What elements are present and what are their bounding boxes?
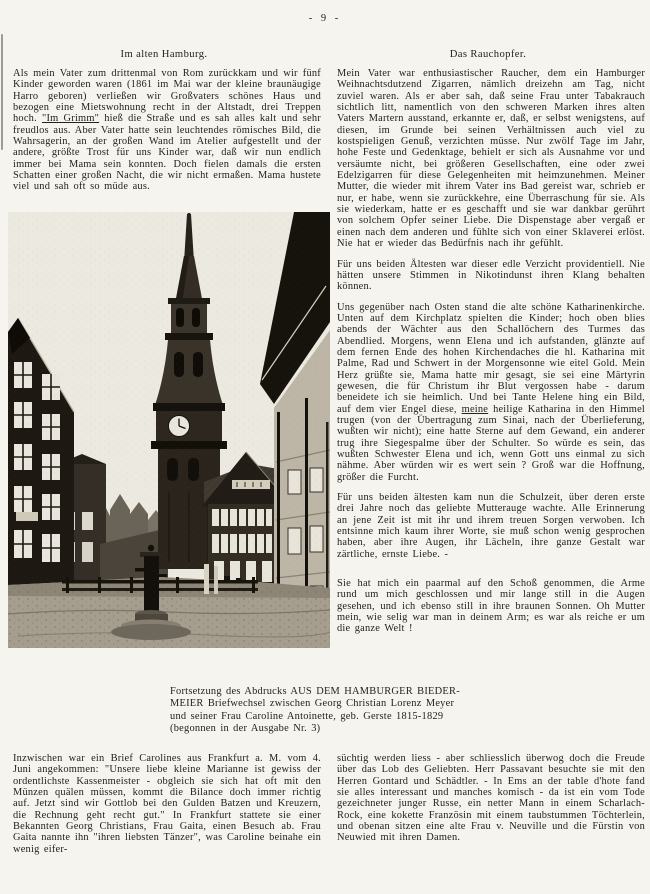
paragraph-text: hieß die Straße und es sah alles kalt und sehr freudlos aus. Aber Vater hatte sein leuchtendes römisches Bild, die Wahrsagerin, an der großen Wand im Atelier aufgestellt und der andere, größte Trost für uns Kinder war, daß wir nun endlich immer bei Mama sein konnten. Doch fielen damals die ersten Schatten einer großen Nacht, die wir nicht ermaßen. Mama hustete viel und sah oft so müde aus.	[13, 113, 321, 193]
scan-artifact-line	[1, 34, 3, 150]
right-paragraph-5: Sie hat mich ein paarmal auf den Schoß genommen, die Arme rund um mich geschlossen und mir lange still in die Augen gesehen, und ich ebenso still in ihre braunen Sonnen. Oh Mutter mein, wie selig war man in deinem Arm; es war als reiche er um die ganze Welt !	[337, 578, 645, 635]
photo-caption: Fortsetzung des Abdrucks AUS DEM HAMBURGER BIEDER- MEIER Briefwechsel zwischen Georg Christian Lorenz Meyer und seiner Frau Caroline Antoinette, geb. Gerste 1815-1829 (begonnen in der Ausgabe Nr. 3)	[170, 686, 460, 735]
underlined-word: meine	[461, 403, 489, 415]
underlined-street-name: "Im Grimm"	[42, 113, 100, 125]
left-column-heading: Im alten Hamburg.	[120, 49, 208, 60]
right-paragraph-2: Für uns beiden Ältesten war dieser edle Verzicht providentiell. Nie hätten unsere Stimmen in Nikotindunst ihren Klang behalten können.	[337, 258, 645, 293]
right-column-heading: Das Rauchopfer.	[449, 49, 527, 60]
bottom-right-paragraph: süchtig werden liess - aber schliesslich überwog doch die Freude über das Lob des Geliebten. Herr Passavant besuchte sie mit den Herren Gontard und Schädtler. - In Ems an der table d'hote fand sie alles interessant und manches komisch - da ist ein vom Tode gezeichneter junger Russe, ein netter Mann in einem Scharlach-Rock, eine kokette Französin mit einem taubstummen Töchterlein, und obenan sitzen eine alte Frau v. Neuville und die Fürstin von Neuwied mit ihren Damen.	[337, 753, 645, 844]
right-paragraph-4: Für uns beiden ältesten kam nun die Schulzeit, über deren erste drei Jahre noch das geliebte Mutterauge wachte. Alle Erinnerung an jene Zeit ist mit ihr und ihrem treuen Sorgen verwoben. Ich entsinne mich kaum ihrer Worte, sie muß schon wenig gesprochen haben, aber ihre Augen, ihr Lächeln, ihre ganze Gestalt war zärtliche, ernste Liebe. -	[337, 492, 645, 560]
right-paragraph-3	[337, 302, 645, 484]
left-column-paragraph	[13, 68, 321, 193]
page-number: - 9 -	[308, 13, 342, 24]
photo-illustration	[8, 212, 330, 648]
paragraph-text: heilige Katharina in den Himmel trugen (von der Übertragung zum Sinai, nach der Überlieferung, wußten wir nicht); eine hatte Sterne auf dem Gewand, ein anderer trug ihre Siegespalme über der Schulter. So würde es sein, das wußten Schwester Elena und ich, wenn Gott uns einmal zu sich nähme. Aber würden wir es wert sein ? Groß war die Hoffnung, größer die Furcht.	[337, 403, 646, 483]
paragraph-text: Als mein Vater zum drittenmal von Rom zurückkam und wir fünf Kinder geworden waren (1861 im Mai war der kleine braunäugige Harro geboren) verließen wir Großvaters schönes Haus und bezogen eine Mietswohnung recht in der Altstadt, drei Treppen hoch.	[13, 68, 321, 125]
right-paragraph-1: Mein Vater war enthusiastischer Raucher, dem ein Hamburger Weihnachtsdutzend Zigarren, nämlich dreizehn am Tag, nicht zuviel waren. Als er aber sah, daß seine Frau unter Tabakrauch sichtlich litt, namentlich von den schweren Marken ihres alten Vaters Martern ausstand, erkannte er, daß, er selbst wenigstens, auf diesen, im Grunde bei seinen Verhältnissen auch viel zu kostspieligen Genuß, verzichten müsse. Nur zwölf Tage im Jahr, hohe Feste und Gedenktage, behielt er sich als Ausnahme vor und versäumte nicht, bei größeren Gesellschaften, eine oder zwei Edelzigarren für diese Gelegenheiten mit heimzunehmen. Meiner Mutter, die wieder mit ihrem Vater ins Bad gereist war, schrieb er nur, er habe, wenn sie zurückkehre, eine Überraschung für sie. Als sie wiederkam, hatte er es geschafft und sie war dankbar gerührt von solchem Opfer seiner Liebe. Die Dispenstage aber vergaß er einen nach dem anderen und fühlte sich von einer Sklaverei erlöst. Nie hat er wieder das Bedürfnis nach ihr gefühlt.	[337, 68, 645, 250]
paragraph-text: Uns gegenüber nach Osten stand die alte schöne Katharinenkirche. Unten auf dem Kirchplatz spielten die Kinder; hoch oben blies abends der Wächter aus den Schallöchern des Turmes das Abendlied. Morgens, wenn Elena und ich aufstanden, glänzte auf dem fernen Ende des hohen Kirchendaches die hl. Katharina mit Palme, Rad und Schwert in der Morgensonne wie eitel Gold. Mein Herz grüßte sie, Mama hatte mir gesagt, sie sei eine Märtyrin gewesen, die für Christum ihr Blut vergossen habe - darum beneidete ich sie heimlich. Und bei Tante Helene hing ein Bild, auf dem vier Engel diese,	[337, 301, 645, 415]
bottom-left-paragraph: Inzwischen war ein Brief Carolines aus Frankfurt a. M. vom 4. Juni angekommen: "Unsere liebe kleine Marianne ist gewiss der ordentlichste Kassenmeister - obgleich sie sich hat oft mit den Münzen quälen müssen, kommt die Bilance doch immer richtig auf. Jetzt sind wir Gottlob bei den Gulden Batzen und Kreuzern, die Rechnung geht recht gut." In Frankfurt stattete sie einer Bekannten Georg Christians, Frau Gaita, einen Besuch ab. Frau Gaita nannte ihn "ihren liebsten Tänzer", was Caroline beinahe ein wenig eifer-	[13, 753, 321, 855]
photo-katharinenkirche	[8, 212, 330, 648]
